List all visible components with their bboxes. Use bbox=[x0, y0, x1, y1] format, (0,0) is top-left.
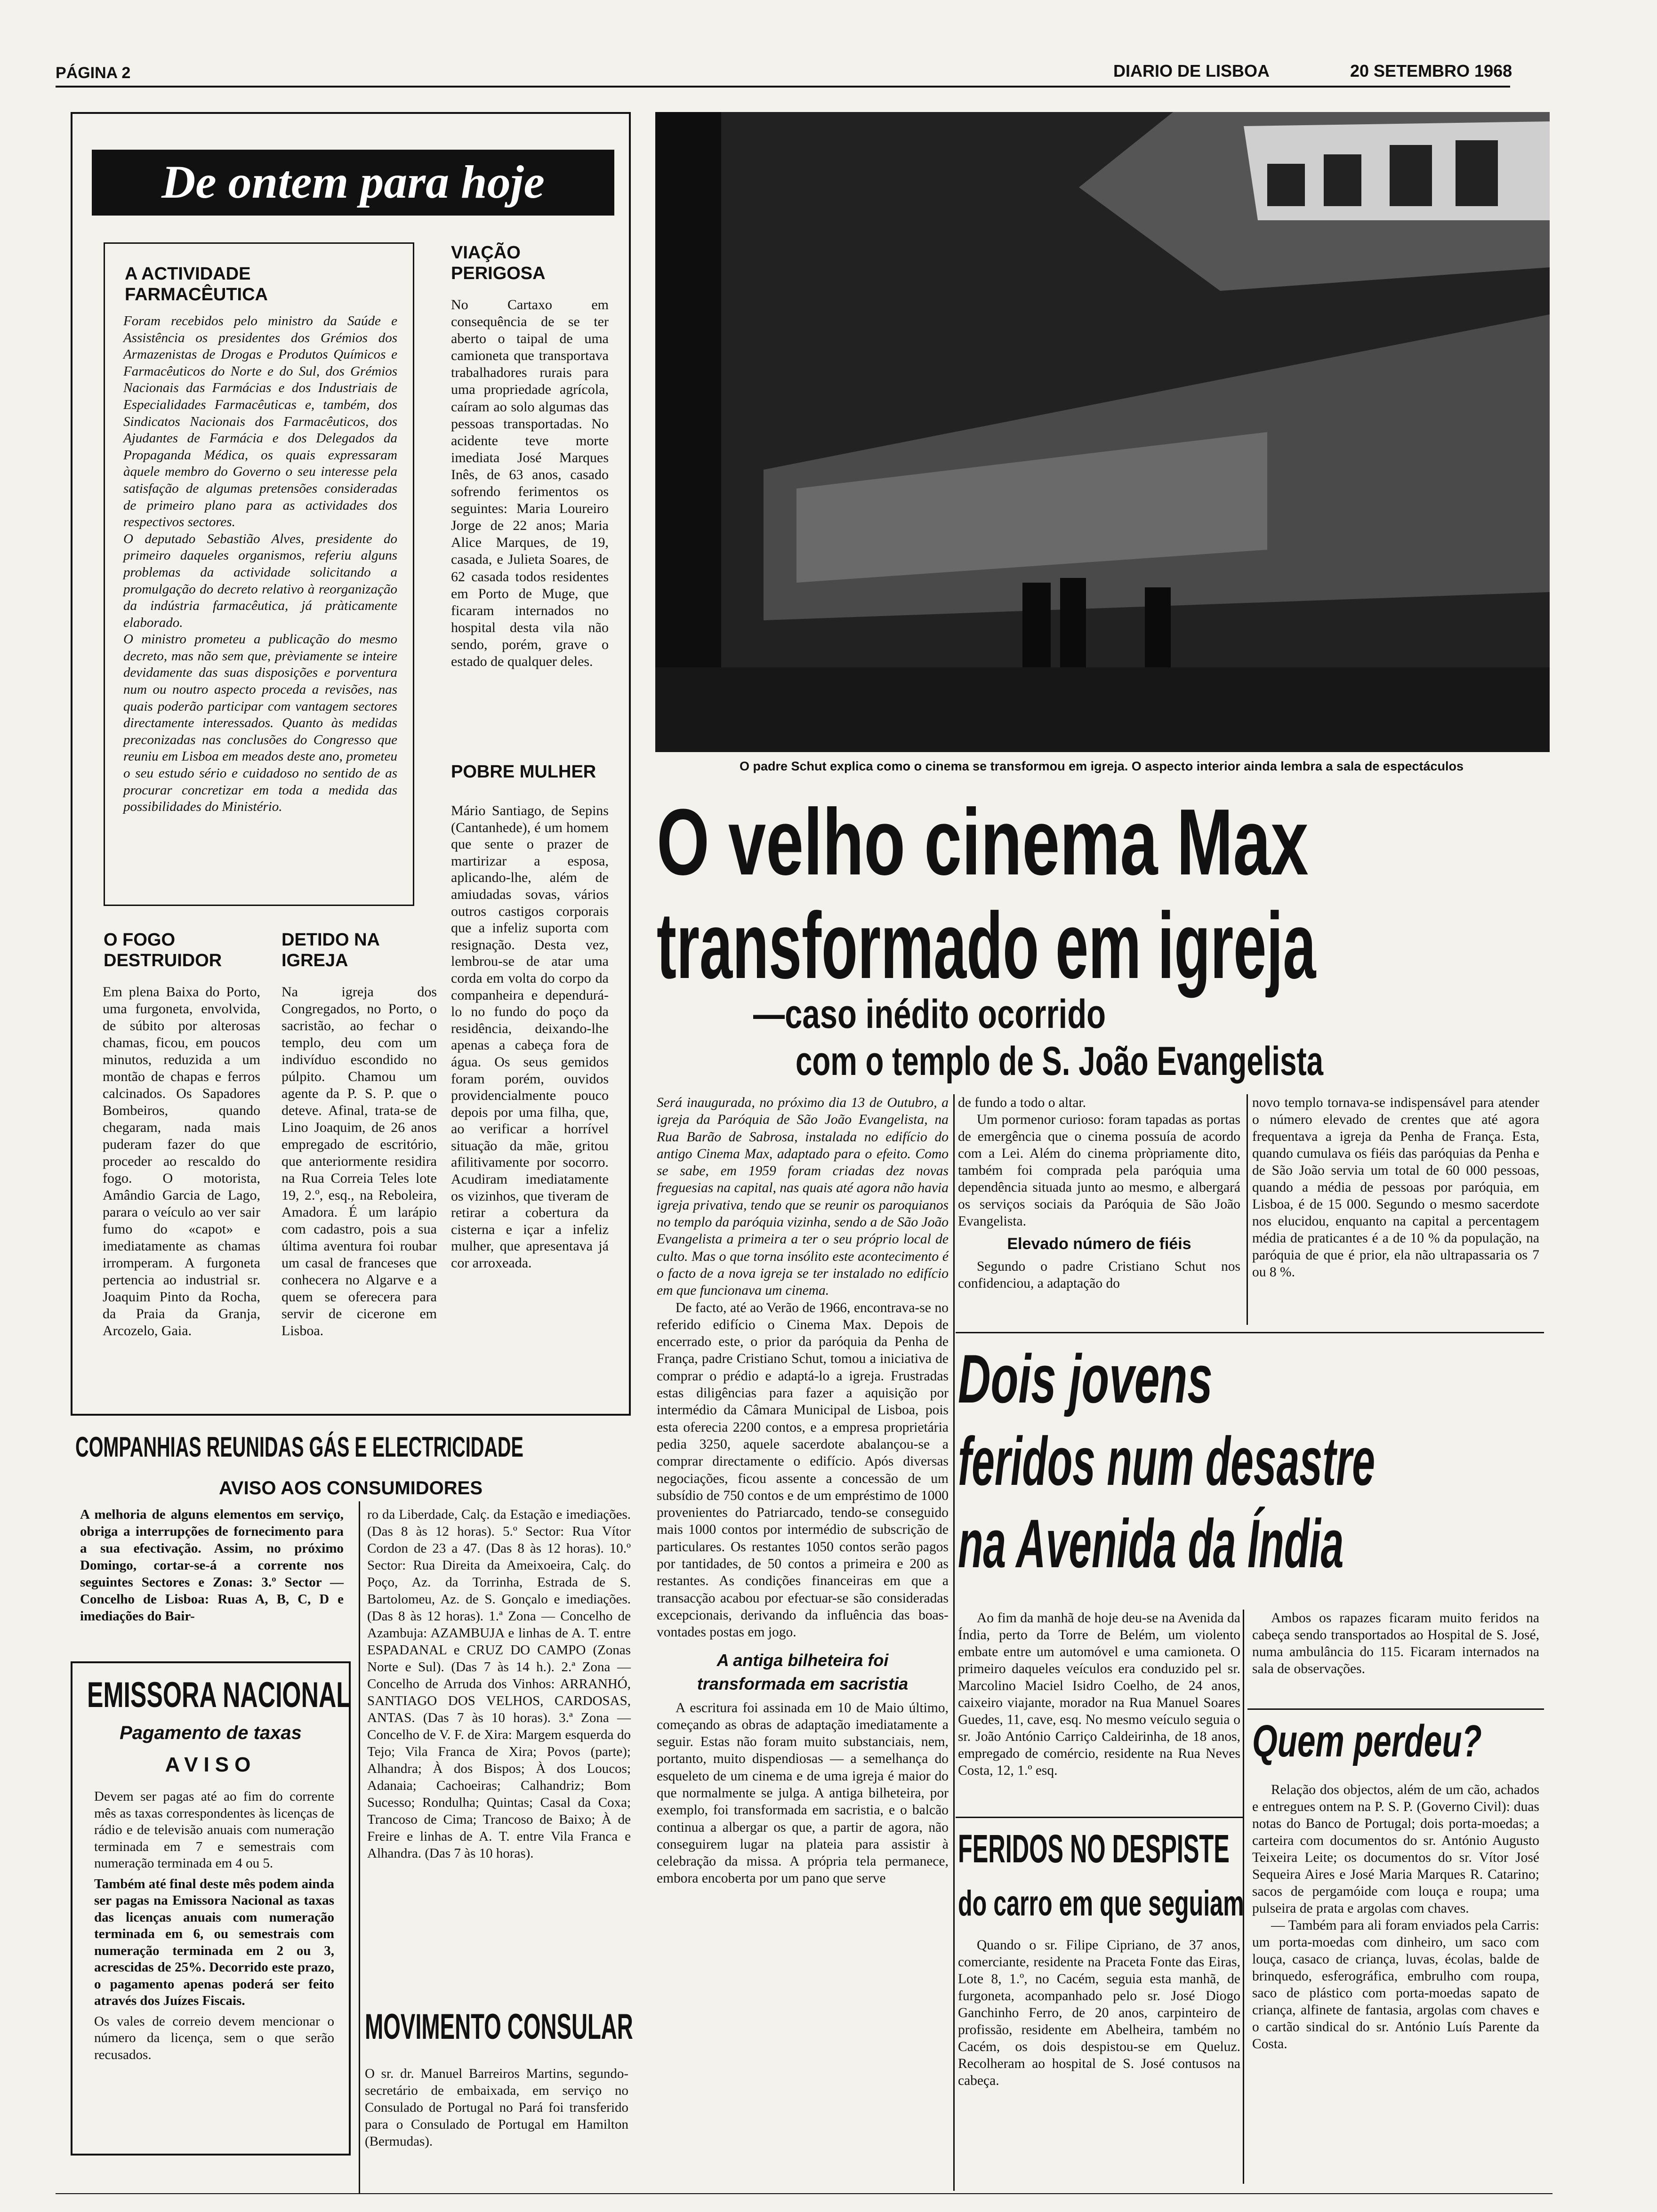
feridos-body: Quando o sr. Filipe Cipriano, de 37 anos, comerciante, residente na Praceta Fonte das Eiras, Lote 8, 1.º, no Cacém, seguia esta manhã, de furgoneta, acompanhado pelo sr. José Diogo Ganchinho Ferro, de 20 anos, carpinteiro de profissão, residente em Abelheira, também no Cacém, os dois despistou-se em Queluz. Recolheram ao hospital de S. José contusos na cabeça. bbox=[958, 1938, 1240, 2088]
fogo-title: O FOGO DESTRUIDOR bbox=[104, 930, 222, 970]
dois-jovens-col2: Ambos os rapazes ficaram muito feridos na cabeça sendo transportados ao Hospital de S. José, numa ambulância do 115. Ficaram internados na sala de observações. bbox=[1252, 1611, 1539, 1676]
cinema-subhead-2: com o templo de S. João Evangelista bbox=[796, 1039, 1324, 1084]
quem-perdeu-p1: Relação dos objectos, além de um cão, achados e entregues ontem na P. S. P. (Governo Civil): duas notas do Banco de Portugal; dois porta-moedas; a carteira com documentos do sr. António Augusto Teixeira Leite; os documentos do sr. Vítor José Sequeira Aires e José Maria Marques R. Catarino; sacos de pergamóide com louça e roupa; uma pulseira de prata e argolas com chaves. bbox=[1252, 1782, 1539, 1916]
pobre-body: Mário Santiago, de Sepins (Cantanhede), é um homem que sente o prazer de martirizar a esposa, aplicando-lhe, além de amiudadas sovas, vários outros castigos corporais que a infeliz suporta com resignação. Desta vez, lembrou-se de atar uma corda em volta do corpo da companheira e dependurá-lo no fundo do poço da residência, deixando-lhe apenas a cabeça fora de água. Os seus gemidos foram porém, ouvidos providencialmente pouco depois por uma filha, que, ao verificar a horrível situação da mãe, gritou afilitivamente por socorro. Acudiram imediatamente os vizinhos, que tiveram de retirar a cobertura da cisterna e içar a infeliz mulher, que apresentava já cor arroxeada. bbox=[451, 803, 609, 1271]
emissora-aviso: AVISO bbox=[165, 1753, 257, 1776]
page-label: PÁGINA 2 bbox=[56, 64, 131, 82]
feridos-h2: do carro em que seguiam bbox=[958, 1883, 1244, 1923]
cinema-p6: Segundo o padre Cristiano Schut nos confidenciou, a adaptação do bbox=[958, 1259, 1240, 1291]
digest-banner bbox=[92, 150, 614, 216]
gas-col1: A melhoria de alguns elementos em serviço, obriga a interrupções de fornecimento para a sua efectivação. Assim, no próximo Domingo, cortar-se-á a corrente nos seguintes Sectores e Zonas: 3.º Sector — Concelho de Lisboa: Ruas A, B, C, D e imediações do Bair- bbox=[80, 1507, 344, 1624]
feridos-h1: FERIDOS NO DESPISTE bbox=[958, 1827, 1230, 1871]
viacao-title: VIAÇÃO PERIGOSA bbox=[451, 243, 546, 283]
gas-col2: ro da Liberdade, Calç. da Estação e imediações. (Das 8 às 12 horas). 5.º Sector: Rua Vítor Cordon de 23 a 47. (Das 8 às 12 horas). 10.º Sector: Rua Direita da Ameixoeira, Calç. do Poço, Az. da Torrinha, Estrada de S. Bartolomeu, Az. de S. Gonçalo e imediações. (Das 8 às 12 horas). 1.ª Zona — Concelho de Azambuja: AZAMBUJA e linhas de A. T. entre ESPADANAL e CRUZ DO CAMPO (Zonas Norte e Sul). (Das 7 às 14 h.). 2.ª Zona — Concelho de Arruda dos Vinhos: ARRANHÓ, SANTIAGO DOS VELHOS, CARDOSAS, ANTAS. (Das 7 às 10 horas). 3.ª Zona — Concelho de V. F. de Xira: Margem esquerda do Tejo; Vila Franca de Xira; Povos (parte); Alhandra; À dos Bispos; À dos Loucos; Adanaia; Cachoeiras; Calhandriz; Bom Sucesso; Rondulha; Quintas; Casal da Coxa; Trancoso de Cima; Trancoso de Baixo; À de Freire e linhas de A. T. entre Vila Franca e Alhandra. (Das 7 às 10 horas). bbox=[367, 1507, 631, 1861]
photo-caption: O padre Schut explica como o cinema se transformou em igreja. O aspecto interior ainda lembra a sala de espectáculos bbox=[739, 759, 1464, 773]
quem-perdeu-body bbox=[1252, 1781, 1539, 2052]
gas-title: COMPANHIAS REUNIDAS GÁS E ELECTRICIDADE bbox=[75, 1431, 523, 1463]
digest-banner-title: De ontem para hoje bbox=[161, 156, 545, 208]
emissora-p1: Devem ser pagas até ao fim do corrente mês as taxas correspondentes às licenças de rádio e de televisão anuais com numeração terminada em 7 e semestrais com numeração terminada em 4 ou 5. bbox=[94, 1789, 334, 1871]
cinema-sub-bilheteira: A antiga bilheteira foi transformada em sacristia bbox=[697, 1650, 909, 1693]
cinema-col2 bbox=[958, 1094, 1240, 1292]
feridos-rule bbox=[956, 1817, 1243, 1818]
cinema-headline-2: transformado em igreja bbox=[657, 893, 1316, 998]
fogo-body: Em plena Baixa do Porto, uma furgoneta, envolvida, de súbito por alterosas chamas, ficou, em poucos minutos, reduzida a um montão de chapas e ferros calcinados. Os Sapadores Bombeiros, quando chegaram, nada mais puderam fazer do que proceder ao rescaldo do fogo. O motorista, Amândio Garcia de Lago, parara o veículo ao ver sair fumo do «capot» e imediatamente as chamas irromperam. A furgoneta pertencia ao industrial sr. Joaquim Pinto da Rocha, da Praia da Granja, Arcozelo, Gaia. bbox=[103, 984, 260, 1338]
masthead-rule bbox=[56, 86, 1510, 88]
cinema-col1 bbox=[657, 1094, 949, 1887]
detido-body: Na igreja dos Congregados, no Porto, o sacristão, ao fechar o templo, deu com um indivíduo escondido no púlpito. Chamou um agente da P. S. P. que o deteve. Afinal, trata-se de Lino Joaquim, de 26 anos empregado de escritório, que anteriormente residira na Rua Correia Teles lote 19, 2.º, esq., na Reboleira, Amadora. É um larápio com cadastro, pois a sua última aventura foi roubar um casal de franceses que conhecera no Algarve e a quem se oferecera para servir de cicerone em Lisboa. bbox=[282, 984, 437, 1338]
dois-jovens-h3: na Avenida da Índia bbox=[958, 1505, 1344, 1582]
farma-p3: O ministro prometeu a publicação do mesmo decreto, mas não sem que, prèviamente se inteire devidamente das suas disposições e porventura num ou noutro aspecto proceda a revisões, nas quais poderão participar com vantagem sectores directamente interessados. Quanto às medidas preconizadas nas conclusões do Congresso que reuniu em Lisboa em meados deste ano, prometeu o seu estudo sério e cuidadoso no sentido de as procurar concretizar em toda a medida das possibilidades do Ministério. bbox=[123, 632, 397, 815]
emissora-p2: Também até final deste mês podem ainda ser pagas na Emissora Nacional as taxas das licenças anuais com numeração terminada em 6, ou semestrais com numeração terminada em 2 ou 3, acrescidas de 25%. Decorrido este prazo, o pagamento apenas poderá ser feito através dos Juízes Fiscais. bbox=[94, 1876, 334, 2008]
gas-subtitle: AVISO AOS CONSUMIDORES bbox=[218, 1478, 483, 1499]
cinema-subhead-1: —caso inédito ocorrido bbox=[753, 992, 1106, 1037]
cinema-sub-fieis: Elevado número de fiéis bbox=[1007, 1235, 1191, 1253]
quem-perdeu-rule bbox=[1247, 1708, 1544, 1710]
dois-jovens-col1: Ao fim da manhã de hoje deu-se na Avenida da Índia, perto da Torre de Belém, um violento embate entre um automóvel e uma camioneta. O primeiro daqueles veículos era conduzido pel sr. Marcolino Maciel Isidro Coelho, de 24 anos, caixeiro viajante, morador na Rua Manuel Soares Guedes, 11, cave, esq. No mesmo veículo seguia o sr. João António Carriço Caldeirinha, de 18 anos, empregado de comércio, residente na Rua Neves Costa, 12, 1.º esq. bbox=[958, 1611, 1240, 1778]
quem-perdeu-p2: — Também para ali foram enviados pela Carris: um porta-moedas com dinheiro, um saco com louça, casaco de criança, luvas, écolas, balde de brinquedo, esferográfica, embrulho com roupa, saco de plástico com porta-moedas sapato de criança, alfinete de fantasia, argolas com chaves e o cartão sindical do sr. António Luís Parente da Costa. bbox=[1252, 1918, 1539, 2052]
cinema-p4: de fundo a todo o altar. bbox=[958, 1095, 1086, 1110]
viacao-body: No Cartaxo em consequência de se ter aberto o taipal de uma camioneta que transportava trabalhadores rurais para uma propriedade agrícola, caíram ao solo algumas das pessoas transportadas. No acidente teve morte imediata José Marques Inês, de 63 anos, casado sofrendo ferimentos os seguintes: Maria Loureiro Jorge de 22 anos; Maria Alice Marques, de 19, casada, e Julieta Soares, de 62 casada todos residentes em Porto de Muge, que ficaram internados no hospital desta vila não sendo, porém, grave o estado de qualquer deles. bbox=[451, 297, 609, 669]
cinema-rule-1 bbox=[953, 1094, 955, 2191]
cinema-p2: De facto, até ao Verão de 1966, encontrava-se no referido edifício o Cinema Max. Depois de encerrado este, o prior da paróquia da Penha de França, padre Cristiano Schut, tomou a iniciativa de comprar o prédio e adaptá-lo a igreja. Frustradas estas diligências para fazer a aquisição por intermédio da Câmara Municipal de Lisboa, pois esta oferecia 2200 contos, e a empresa proprietária pedia 3250, aquele sacerdote abalançou-se a comprar directamente o edifício. Após diversas negociações, ficou assente a concessão de um subsídio de 750 contos e de um empréstimo de 1000 provenientes do Patriarcado, tendo-se conseguido mais 1000 contos por intermédio de subscrição de particulares. Os restantes 1050 contos serão pagos por tantidades, de 50 contos a primeira e 200 as restantes. As condições financeiras em que a transacção acabou por efectuar-se são consideradas excepcionais, derivando da influência das boas-vontades postas em jogo. bbox=[657, 1300, 949, 1640]
footer-rule bbox=[56, 2193, 1552, 2194]
emissora-body bbox=[94, 1788, 334, 2063]
farma-p1: Foram recebidos pelo ministro da Saúde e Assistência os presidentes dos Grémios dos Armazenistas de Drogas e Produtos Químicos e Farmacêuticos do Norte e do Sul, dos Grémios Nacionais das Farmácias e dos Industriais de Especialidades Farmacêuticas e, também, dos Sindicatos Nacionais dos Farmacêuticos, dos Ajudantes de Farmácia e dos Delegados da Propaganda Médica, os quais expressaram àquele membro do Governo o seu interesse pela satisfação de algumas pretensões consideradas de primeiro plano para as actividades dos respectivos sectores. bbox=[123, 313, 397, 530]
cinema-col3: novo templo tornava-se indispensável para atender o número elevado de crentes que até agora frequentava a igreja da Penha de França. Esta, quando cumulava os fiéis das paróquias da Penha e de São João servia um total de 60 000 pessoas, quando a média de pessoas por paróquia, em Lisboa, é de 15 000. Segundo o mesmo sacerdote nos elucidou, enquanto na capital a percentagem média de praticantes é a de 10 % da população, na paróquia de que é prior, ela não ultrapassaria os 7 ou 8 %. bbox=[1252, 1095, 1539, 1280]
farma-title: A ACTIVIDADE FARMACÊUTICA bbox=[125, 264, 268, 305]
emissora-title: EMISSORA NACIONAL bbox=[87, 1675, 351, 1715]
farma-p2: O deputado Sebastião Alves, presidente do primeiro daqueles organismos, referiu alguns problemas da actividade solicitando a promulgação do decreto relativo à reorganização da indústria farmacêutica, já pràticamente elaborado. bbox=[123, 531, 397, 630]
church-photo bbox=[655, 112, 1550, 752]
emissora-p3: Os vales de correio devem mencionar o número da licença, sem o que serão recusados. bbox=[94, 2013, 334, 2062]
consular-title: MOVIMENTO CONSULAR bbox=[365, 2007, 633, 2047]
photo-illustration bbox=[655, 112, 1550, 752]
detido-title: DETIDO NA IGREJA bbox=[282, 930, 379, 970]
quem-perdeu-title: Quem perdeu? bbox=[1252, 1716, 1482, 1766]
pobre-title: POBRE MULHER bbox=[451, 762, 596, 782]
issue-date: 20 SETEMBRO 1968 bbox=[1350, 61, 1512, 80]
cinema-p5: Um pormenor curioso: foram tapadas as portas de emergência que o cinema possuía de acordo com a Lei. Além do cinema pròpriamente dito, também foi comprada pela paróquia uma dependência situada junto ao mesmo, e albergará os serviços sociais da Paróquia de São João Evangelista. bbox=[958, 1112, 1240, 1229]
cinema-rule-2 bbox=[1247, 1094, 1248, 1325]
farma-body bbox=[123, 313, 397, 816]
cinema-lead: Será inaugurada, no próximo dia 13 de Outubro, a igreja da Paróquia de São João Evangelista, na Rua Barão de Sabrosa, instalada no edifício do antigo Cinema Max, adaptado para o efeito. Como se sabe, em 1959 foram criadas dez novas freguesias na capital, nas quais até agora não havia igreja privativa, tendo que se reunir os paroquianos no templo da paróquia vizinha, sendo a de São João Evangelista a primeira a ter o seu próprio local de culto. Mas o que torna insólito este acontecimento é o facto de a nova igreja se ter instalado no edifício em que funcionava um cinema. bbox=[657, 1095, 949, 1298]
dois-jovens-h1: Dois jovens bbox=[958, 1340, 1213, 1417]
dois-jovens-top-rule bbox=[956, 1332, 1544, 1333]
dois-jovens-h2: feridos num desastre bbox=[958, 1423, 1375, 1499]
gas-col-rule bbox=[359, 1501, 360, 2193]
cinema-p3: A escritura foi assinada em 10 de Maio último, começando as obras de adaptação imediatamente a seguir. Estas não foram muito substanciais, nem, portanto, muito dispendiosas — a semelhança do esqueleto de um cinema e de uma igreja é maior do que normalmente se julga. A antiga bilheteira, por exemplo, foi transformada em sacristia, e o balcão continua a albergar os que, a partir de agora, não conseguirem lugar na plateia para assistir à celebração da missa. A própria tela permanece, embora encoberta por um pano que serve bbox=[657, 1700, 949, 1886]
cinema-headline-1: O velho cinema Max bbox=[657, 790, 1309, 895]
consular-body: O sr. dr. Manuel Barreiros Martins, segundo-secretário de embaixada, em serviço no Consulado de Portugal no Pará foi transferido para o Consulado de Portugal em Hamilton (Bermudas). bbox=[365, 2066, 628, 2149]
paper-name: DIARIO DE LISBOA bbox=[1113, 61, 1270, 80]
emissora-subtitle: Pagamento de taxas bbox=[120, 1723, 302, 1743]
